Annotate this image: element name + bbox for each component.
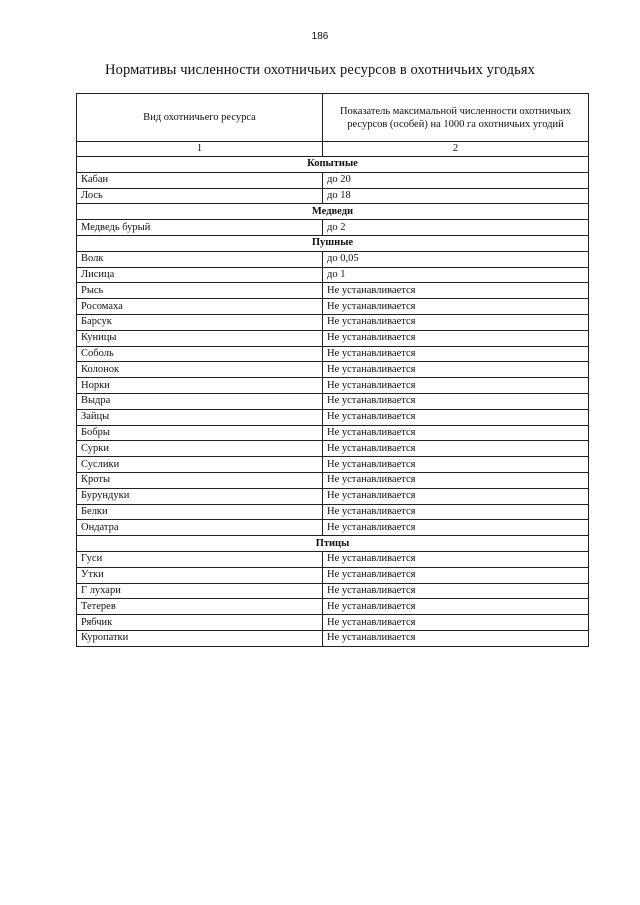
column-number-1: 1	[77, 142, 323, 157]
header-species: Вид охотничьего ресурса	[77, 94, 323, 142]
group-title: Медведи	[77, 204, 589, 220]
species-cell: Утки	[77, 567, 323, 583]
value-cell: Не устанавливается	[323, 330, 589, 346]
group-title: Пушные	[77, 235, 589, 251]
value-cell: Не устанавливается	[323, 599, 589, 615]
group-row	[77, 204, 589, 220]
value-cell: Не устанавливается	[323, 409, 589, 425]
table-row	[77, 504, 589, 520]
table-row	[77, 299, 589, 315]
table-row	[77, 330, 589, 346]
value-cell: до 0,05	[323, 251, 589, 267]
species-cell: Ондатра	[77, 520, 323, 536]
table-row	[77, 393, 589, 409]
table-row	[77, 630, 589, 646]
column-number-2: 2	[323, 142, 589, 157]
table-row	[77, 283, 589, 299]
table-row	[77, 441, 589, 457]
value-cell: Не устанавливается	[323, 441, 589, 457]
table-row	[77, 615, 589, 631]
table-row	[77, 488, 589, 504]
species-cell: Лисица	[77, 267, 323, 283]
table-row	[77, 314, 589, 330]
species-cell: Волк	[77, 251, 323, 267]
value-cell: до 1	[323, 267, 589, 283]
group-title: Птицы	[77, 536, 589, 552]
species-cell: Норки	[77, 378, 323, 394]
norms-table	[76, 93, 589, 647]
species-cell: Рысь	[77, 283, 323, 299]
value-cell: Не устанавливается	[323, 346, 589, 362]
species-cell: Кроты	[77, 472, 323, 488]
table-row	[77, 267, 589, 283]
table-body	[77, 157, 589, 647]
table-row	[77, 251, 589, 267]
value-cell: Не устанавливается	[323, 520, 589, 536]
table-header	[77, 94, 589, 157]
value-cell: до 20	[323, 172, 589, 188]
value-cell: Не устанавливается	[323, 630, 589, 646]
value-cell: Не устанавливается	[323, 362, 589, 378]
species-cell: Лось	[77, 188, 323, 204]
value-cell: Не устанавливается	[323, 472, 589, 488]
header-max-count: Показатель максимальной численности охотничьих ресурсов (особей) на 1000 га охотничьих угодий	[323, 94, 589, 142]
table-row	[77, 457, 589, 473]
header-row	[77, 94, 589, 142]
table-row	[77, 346, 589, 362]
value-cell: до 2	[323, 220, 589, 236]
species-cell: Г лухари	[77, 583, 323, 599]
value-cell: Не устанавливается	[323, 551, 589, 567]
value-cell: Не устанавливается	[323, 583, 589, 599]
value-cell: Не устанавливается	[323, 457, 589, 473]
species-cell: Гуси	[77, 551, 323, 567]
species-cell: Соболь	[77, 346, 323, 362]
value-cell: до 18	[323, 188, 589, 204]
species-cell: Росомаха	[77, 299, 323, 315]
column-number-row	[77, 142, 589, 157]
species-cell: Зайцы	[77, 409, 323, 425]
page-number: 186	[311, 31, 329, 42]
group-title: Копытные	[77, 157, 589, 173]
value-cell: Не устанавливается	[323, 615, 589, 631]
species-cell: Тетерев	[77, 599, 323, 615]
species-cell: Выдра	[77, 393, 323, 409]
table-row	[77, 172, 589, 188]
value-cell: Не устанавливается	[323, 314, 589, 330]
species-cell: Медведь бурый	[77, 220, 323, 236]
group-row	[77, 536, 589, 552]
table-row	[77, 425, 589, 441]
document-title: Нормативы численности охотничьих ресурсов в охотничьих угодьях	[105, 62, 535, 78]
species-cell: Куницы	[77, 330, 323, 346]
group-row	[77, 235, 589, 251]
species-cell: Бурундуки	[77, 488, 323, 504]
value-cell: Не устанавливается	[323, 425, 589, 441]
species-cell: Суслики	[77, 457, 323, 473]
species-cell: Бобры	[77, 425, 323, 441]
value-cell: Не устанавливается	[323, 488, 589, 504]
species-cell: Кабан	[77, 172, 323, 188]
table-row	[77, 362, 589, 378]
value-cell: Не устанавливается	[323, 567, 589, 583]
value-cell: Не устанавливается	[323, 393, 589, 409]
table-row	[77, 583, 589, 599]
value-cell: Не устанавливается	[323, 504, 589, 520]
value-cell: Не устанавливается	[323, 283, 589, 299]
table-row	[77, 188, 589, 204]
species-cell: Куропатки	[77, 630, 323, 646]
table-row	[77, 599, 589, 615]
group-row	[77, 157, 589, 173]
table-row	[77, 472, 589, 488]
species-cell: Рябчик	[77, 615, 323, 631]
value-cell: Не устанавливается	[323, 378, 589, 394]
species-cell: Сурки	[77, 441, 323, 457]
table-row	[77, 220, 589, 236]
table-row	[77, 567, 589, 583]
table-row	[77, 409, 589, 425]
value-cell: Не устанавливается	[323, 299, 589, 315]
species-cell: Белки	[77, 504, 323, 520]
species-cell: Барсук	[77, 314, 323, 330]
table-row	[77, 551, 589, 567]
table-row	[77, 378, 589, 394]
table-row	[77, 520, 589, 536]
species-cell: Колонок	[77, 362, 323, 378]
